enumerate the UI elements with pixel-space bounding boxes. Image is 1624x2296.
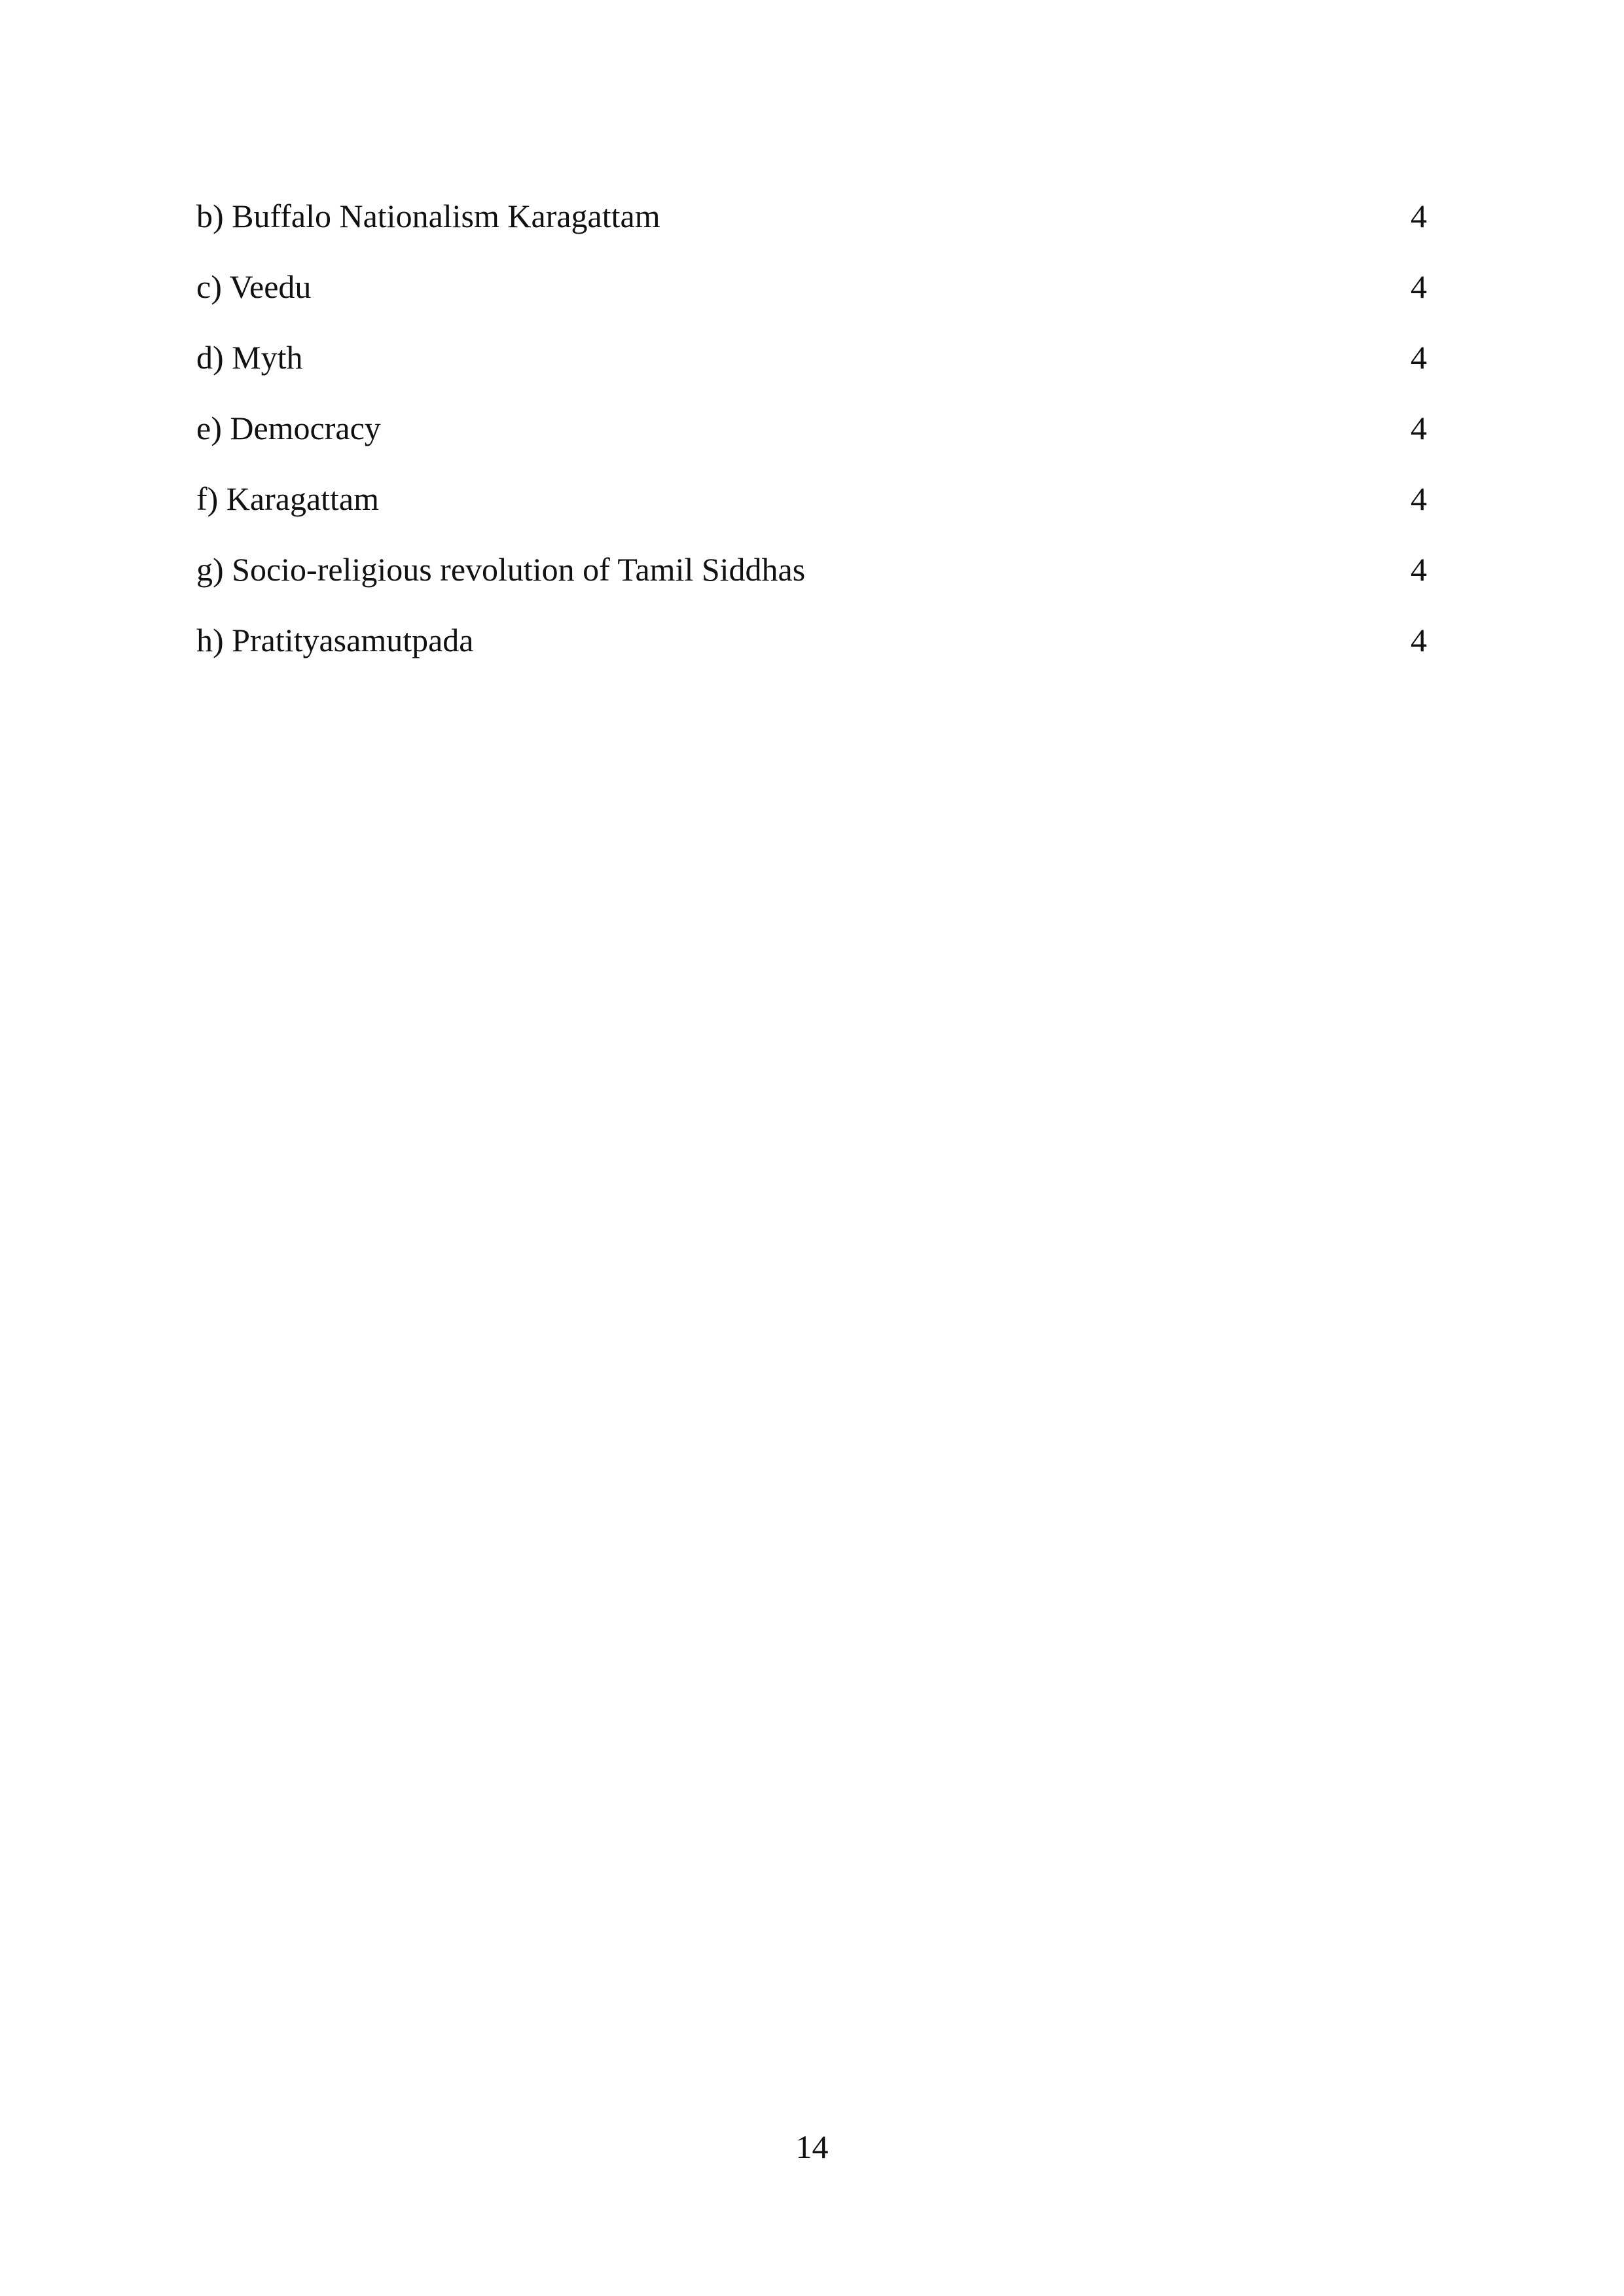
- question-row: [196, 397, 1427, 467]
- question-row: [196, 467, 1427, 538]
- question-row: [196, 326, 1427, 397]
- question-text: b) Buffalo Nationalism Karagattam: [196, 198, 660, 234]
- page-number: 14: [795, 2128, 829, 2165]
- question-marks: 4: [1411, 551, 1427, 588]
- question-marks: 4: [1411, 622, 1427, 658]
- question-marks: 4: [1411, 410, 1427, 446]
- question-row: [196, 255, 1427, 326]
- question-list: [196, 185, 1427, 679]
- question-row: [196, 185, 1427, 255]
- question-text: d) Myth: [196, 339, 303, 376]
- question-marks: 4: [1411, 198, 1427, 234]
- question-text: c) Veedu: [196, 268, 312, 305]
- question-row: [196, 609, 1427, 679]
- question-row: [196, 538, 1427, 609]
- question-text: g) Socio-religious revolution of Tamil Siddhas: [196, 551, 806, 588]
- question-marks: 4: [1411, 268, 1427, 305]
- question-text: f) Karagattam: [196, 480, 380, 517]
- question-text: e) Democracy: [196, 410, 381, 446]
- question-marks: 4: [1411, 480, 1427, 517]
- question-text: h) Pratityasamutpada: [196, 622, 474, 658]
- question-marks: 4: [1411, 339, 1427, 376]
